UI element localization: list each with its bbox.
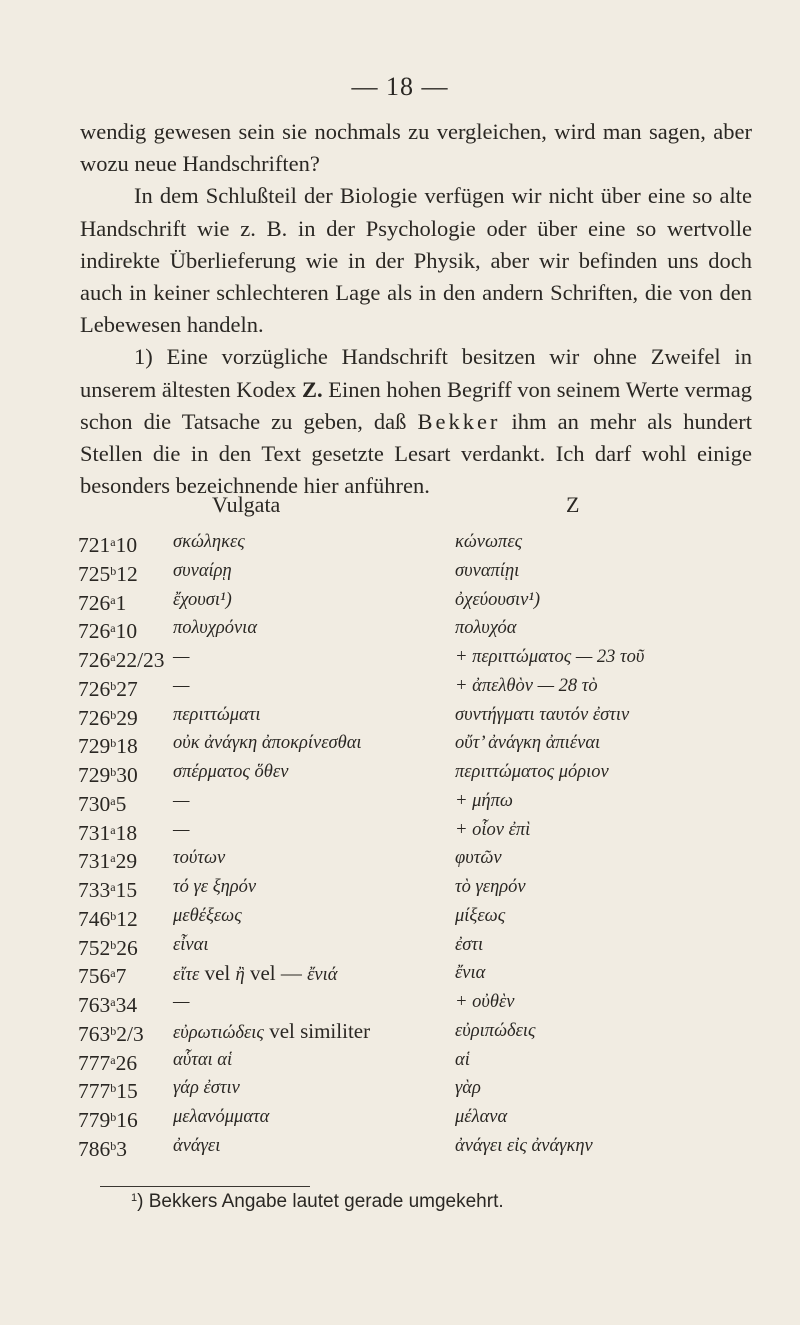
ref-side: a (110, 592, 116, 607)
ref-cell (78, 1046, 137, 1077)
vulgata-cell: εἶναι (173, 934, 209, 955)
z-cell: + μήπω (455, 790, 513, 811)
table-row (78, 931, 758, 960)
ref-line: 1 (115, 590, 127, 615)
ref-side: b (110, 765, 117, 779)
ref-line: 5 (115, 791, 127, 816)
vulgata-cell (173, 959, 337, 989)
ref-page: 777 (78, 1050, 111, 1075)
ref-page: 726 (78, 590, 111, 615)
ref-line: 3 (116, 1136, 127, 1161)
page-number: — 18 — (351, 72, 449, 101)
ref-cell (78, 787, 126, 818)
table-row (78, 758, 758, 787)
z-cell: μέλανα (455, 1107, 508, 1127)
z-cell: πολυχόα (455, 618, 517, 639)
vulgata-cell: — (173, 790, 190, 811)
table-row (78, 816, 758, 845)
footnote-text: ) Bekkers Angabe lautet gerade umgekehrt. (137, 1191, 504, 1212)
ref-cell (78, 1103, 138, 1134)
ref-line: 10 (115, 619, 138, 644)
ref-line: 18 (116, 734, 138, 759)
ref-side: b (110, 707, 117, 722)
ref-line: 26 (115, 1050, 138, 1075)
ref-line: 7 (115, 964, 127, 989)
table-row (78, 614, 758, 643)
ref-side: a (110, 966, 116, 981)
ref-cell (78, 873, 137, 904)
z-cell: μίξεως (455, 905, 506, 926)
vulgata-header: Vulgata (212, 492, 281, 517)
z-cell: ἔνια (455, 963, 486, 984)
table-row (78, 988, 758, 1017)
ref-line: 16 (116, 1108, 138, 1132)
ref-page: 726 (78, 648, 111, 672)
vulgata-cell: συναίρῃ (173, 560, 232, 581)
vulgata-latin: vel — (244, 961, 308, 986)
z-cell: συντήγματι ταυτόν ἐστιν (455, 704, 630, 725)
ref-cell (78, 586, 126, 617)
ref-cell (78, 557, 138, 588)
table-row (78, 1046, 758, 1075)
ref-side: a (110, 793, 116, 808)
ref-side: b (110, 1023, 117, 1038)
ref-side: a (110, 822, 116, 837)
z-cell: ὀχεύουσιν¹) (455, 589, 541, 610)
ref-page: 731 (78, 849, 111, 874)
z-cell: κώνωπες (455, 532, 523, 552)
paragraph-3-text-b: Einen hohen Begriff von seinem Werte vermag schon die Tatsache zu geben, daß (80, 376, 752, 434)
ref-page: 730 (78, 791, 111, 816)
codex-z-siglum: Z. (301, 376, 323, 402)
ref-side: b (110, 937, 117, 952)
z-cell: ἀνάγει εἰς ἀνάγκην (455, 1135, 593, 1156)
footnote-marker: 1 (131, 1192, 138, 1204)
paragraph-3 (80, 341, 752, 502)
ref-cell (78, 902, 138, 933)
ref-page: 756 (78, 964, 111, 989)
vulgata-greek: ἢ (235, 965, 245, 986)
ref-page: 779 (78, 1108, 111, 1132)
ref-cell (78, 1017, 144, 1048)
ref-side: b (110, 1138, 117, 1153)
ref-side: b (110, 908, 117, 923)
ref-line: 12 (116, 561, 138, 586)
vulgata-cell: — (173, 819, 190, 840)
footnote-rule (100, 1186, 310, 1187)
paragraph-2 (80, 180, 752, 341)
table-row (78, 557, 758, 586)
table-row (78, 643, 758, 672)
ref-side: a (110, 621, 116, 636)
ref-line: 2/3 (116, 1021, 144, 1046)
ref-page: 729 (78, 763, 111, 787)
z-cell: συναπίῃι (455, 560, 520, 581)
z-cell: + ἀπελθὸν — 28 τὸ (455, 675, 598, 696)
ref-page: 721 (78, 533, 111, 557)
ref-line: 29 (116, 705, 138, 730)
ref-line: 34 (115, 993, 138, 1017)
ref-line: 29 (115, 849, 138, 874)
ref-line: 30 (116, 763, 138, 787)
z-cell: περιττώματος μόριον (455, 762, 609, 782)
z-cell: φυτῶν (455, 848, 502, 869)
paragraph-3-text-a: 1) Eine vorzügliche Handschrift besitzen wir ohne Zweifel in unserem ältesten Kodex (80, 344, 752, 402)
ref-side: a (110, 880, 116, 894)
ref-cell (78, 672, 138, 703)
z-header: Z (566, 492, 580, 517)
ref-page: 729 (78, 734, 111, 759)
vulgata-cell: σπέρματος ὅθεν (173, 762, 289, 782)
ref-side: a (110, 995, 116, 1009)
ref-side: a (110, 535, 116, 549)
z-cell: οὔτ’ ἀνάγκη ἀπιέναι (455, 733, 601, 754)
ref-line: 26 (116, 935, 138, 960)
ref-page: 726 (78, 705, 111, 730)
vulgata-cell: αὗται αἱ (173, 1049, 233, 1070)
vulgata-cell: — (173, 647, 190, 667)
variant-table (78, 528, 758, 1161)
z-cell: τὸ γεηρόν (455, 877, 526, 897)
vulgata-cell: οὐκ ἀνάγκη ἀποκρίνεσθαι (173, 733, 362, 754)
table-row (78, 787, 758, 816)
ref-page: 763 (78, 993, 111, 1017)
ref-cell (78, 1132, 127, 1163)
vulgata-greek: εὐρωτιώδεις (173, 1022, 264, 1043)
ref-line: 12 (116, 906, 138, 931)
vulgata-cell: τούτων (173, 848, 226, 869)
ref-side: b (110, 563, 117, 578)
ref-line: 15 (116, 1079, 138, 1104)
vulgata-cell: μελανόμματα (173, 1107, 270, 1127)
table-row (78, 586, 758, 615)
table-header (78, 492, 758, 522)
vulgata-cell: γάρ ἐστιν (173, 1078, 240, 1099)
ref-side: b (110, 1110, 117, 1124)
table-row (78, 1017, 758, 1046)
vulgata-latin: vel (199, 961, 236, 986)
paragraph-3-text-c: ihm an mehr als hundert Stellen die in den Text gesetzte Lesart verdankt. Ich darf wohl einige besonders bezeichnende hier anführen. (80, 408, 752, 499)
bekker-name: Bekker (417, 408, 501, 434)
ref-page: 733 (78, 878, 111, 902)
table-row (78, 701, 758, 730)
ref-cell (78, 643, 165, 674)
ref-side: a (110, 650, 116, 664)
paragraph-1 (80, 116, 752, 180)
z-cell: + οἷον ἐπὶ (455, 819, 531, 840)
footnote (131, 1191, 504, 1213)
paragraph-2-text: In dem Schlußteil der Biologie verfügen wir nicht über eine so alte Handschrift wie z. B. in der Psychologie oder über eine so wertvolle indirekte Überlieferung wie in der Physik, aber wir befinden uns doch auch in keiner schlechteren Lage als in den andern Schriften, die von den Lebewesen handeln. (80, 183, 752, 338)
vulgata-cell: ἔχουσι¹) (173, 589, 232, 610)
table-row (78, 729, 758, 758)
vulgata-cell: — (173, 675, 190, 696)
ref-page: 725 (78, 561, 111, 586)
vulgata-greek: εἴτε (173, 965, 200, 986)
table-row (78, 672, 758, 701)
ref-cell (78, 758, 138, 789)
vulgata-cell: ἀνάγει (173, 1135, 221, 1156)
ref-cell (78, 614, 137, 645)
vulgata-latin: vel similiter (263, 1018, 371, 1043)
ref-line: 18 (115, 820, 138, 845)
z-cell: + οὐθὲν (455, 992, 515, 1012)
vulgata-cell: πολυχρόνια (173, 618, 258, 639)
ref-page: 746 (78, 906, 111, 931)
ref-page: 731 (78, 820, 111, 845)
table-row (78, 844, 758, 873)
ref-page: 777 (78, 1079, 111, 1104)
ref-cell (78, 988, 137, 1019)
vulgata-cell: σκώληκες (173, 532, 245, 552)
vulgata-cell: μεθέξεως (173, 905, 242, 926)
ref-line: 10 (115, 533, 138, 557)
ref-side: b (110, 1081, 117, 1096)
table-row (78, 1132, 758, 1161)
ref-cell (78, 1074, 138, 1105)
ref-cell (78, 959, 126, 990)
ref-page: 763 (78, 1021, 111, 1046)
vulgata-cell (173, 1017, 370, 1047)
table-row (78, 959, 758, 988)
ref-page: 752 (78, 935, 111, 960)
z-cell: γὰρ (455, 1078, 481, 1099)
table-row (78, 528, 758, 557)
ref-side: a (110, 1052, 116, 1067)
ref-cell (78, 816, 137, 847)
ref-cell (78, 729, 138, 760)
vulgata-greek: ἔνιά (307, 965, 338, 986)
table-row (78, 1074, 758, 1103)
vulgata-cell: τό γε ξηρόν (173, 877, 257, 897)
ref-side: b (110, 736, 117, 751)
table-row (78, 1103, 758, 1132)
ref-line: 15 (115, 878, 138, 902)
z-cell: ἐστι (455, 934, 484, 955)
ref-line: 22/23 (115, 648, 165, 672)
vulgata-cell: — (173, 992, 190, 1012)
ref-page: 726 (78, 676, 111, 701)
z-cell: εὐριπώδεις (455, 1020, 536, 1041)
ref-side: b (110, 678, 117, 693)
ref-line: 27 (116, 676, 138, 701)
z-cell: αἱ (455, 1049, 470, 1070)
table-row (78, 873, 758, 902)
ref-cell (78, 528, 137, 559)
ref-page: 726 (78, 619, 111, 644)
ref-cell (78, 931, 138, 962)
ref-cell (78, 701, 138, 732)
body-text (80, 116, 752, 502)
ref-page: 786 (78, 1136, 111, 1161)
z-cell: + περιττώματος — 23 τοῦ (455, 647, 645, 667)
paragraph-1-text: wendig gewesen sein sie nochmals zu vergleichen, wird man sagen, aber wozu neue Handschriften? (80, 119, 752, 177)
ref-side: a (110, 851, 116, 866)
vulgata-cell: περιττώματι (173, 704, 261, 725)
ref-cell (78, 844, 137, 875)
table-row (78, 902, 758, 931)
